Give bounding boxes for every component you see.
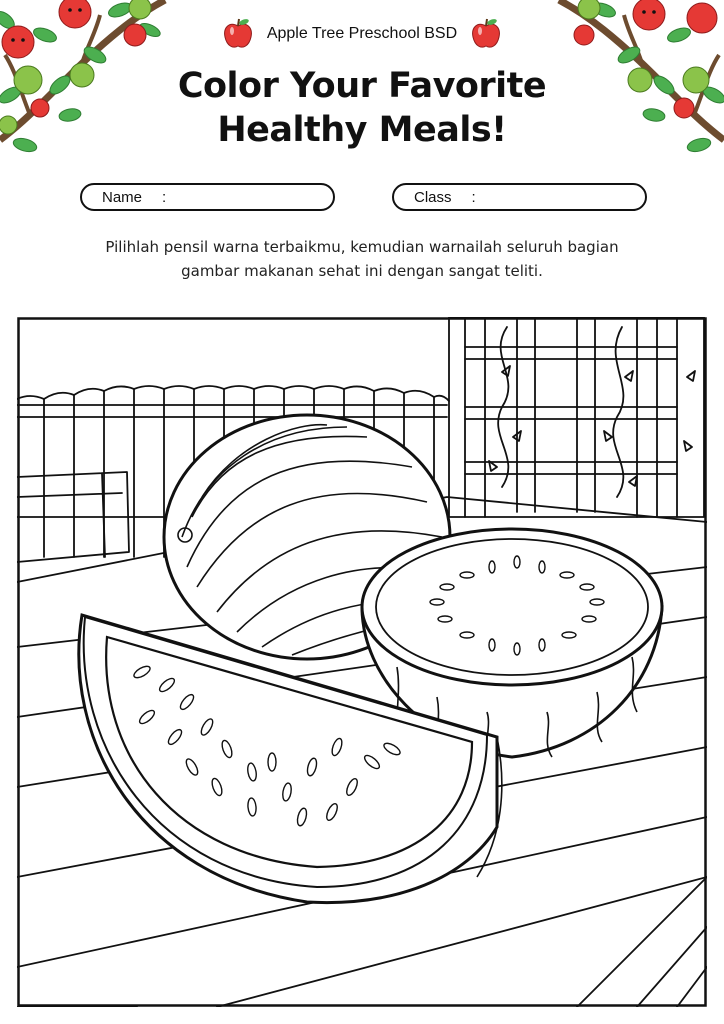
class-separator: :	[471, 188, 476, 206]
school-name: Apple Tree Preschool BSD	[266, 25, 458, 42]
watermelon-coloring-picture	[17, 317, 707, 1007]
name-field[interactable]	[80, 183, 335, 211]
class-field[interactable]	[392, 183, 647, 211]
name-label: Name	[102, 188, 143, 206]
title-line-1: Color Your Favorite	[177, 66, 547, 106]
instructions-line-2: gambar makanan sehat ini dengan sangat teliti.	[181, 262, 543, 280]
school-header	[0, 18, 724, 50]
name-separator: :	[162, 188, 167, 206]
apple-icon	[471, 18, 501, 50]
instructions-line-1: Pilihlah pensil warna terbaikmu, kemudian warnailah seluruh bagian	[105, 238, 619, 256]
page-title	[0, 64, 724, 152]
apple-icon	[223, 18, 253, 50]
title-line-2: Healthy Meals!	[217, 110, 507, 150]
class-label: Class	[414, 188, 452, 206]
instructions	[40, 235, 684, 283]
